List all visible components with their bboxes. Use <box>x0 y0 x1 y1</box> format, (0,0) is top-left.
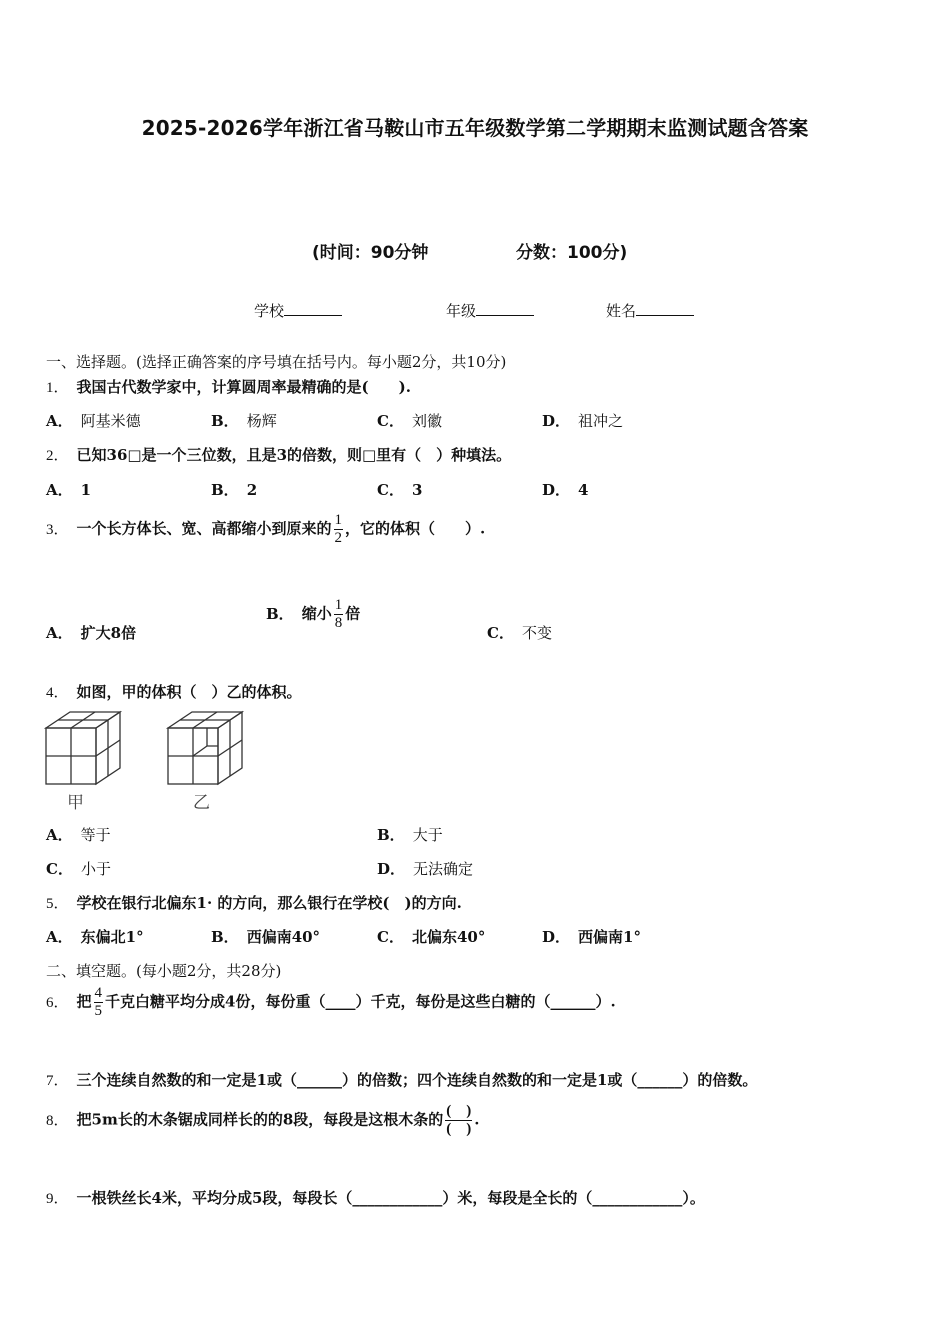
section2-heading: 二、填空题。(每小题2分，共28分) <box>46 962 282 980</box>
q3-option-c[interactable]: C． 不变 <box>487 624 552 642</box>
section1-heading: 一、选择题。(选择正确答案的序号填在括号内。每小题2分，共10分) <box>46 353 507 371</box>
name-label: 姓名 <box>606 302 637 320</box>
question-6: 6． 把 $\frac{4}{5}$ 千克白糖平均分成4份，每份重（____）千克，每份是这些白糖的（______）. <box>46 985 616 1019</box>
exam-time: (时间：90分钟 <box>312 243 429 263</box>
question-9: 9． 一根铁丝长4米，平均分成5段，每段长（____________）米，每段是全长的（____________）。 <box>46 1189 705 1207</box>
school-blank[interactable] <box>284 301 342 316</box>
q2-option-d[interactable]: D． 4 <box>542 481 589 499</box>
q2-option-b[interactable]: B． 2 <box>211 481 258 499</box>
q1-option-b[interactable]: B． 杨辉 <box>211 412 277 430</box>
grade-field[interactable] <box>446 300 534 321</box>
q1-option-c[interactable]: C． 刘徽 <box>377 412 442 430</box>
grade-label: 年级 <box>446 302 477 320</box>
school-field[interactable] <box>254 300 342 321</box>
question-8: 8． 把5m长的木条锯成同样长的的8段，每段是这根木条的 $\frac{( )}{( )}$ . <box>46 1103 480 1137</box>
q1-option-a[interactable]: A． 阿基米德 <box>46 412 141 430</box>
q2-option-a[interactable]: A． 1 <box>46 481 92 499</box>
q5-option-b[interactable]: B． 西偏南40° <box>211 928 321 946</box>
name-field[interactable] <box>606 300 694 321</box>
figure-label-yi: 乙 <box>193 793 210 813</box>
fraction-four-fifths: $\frac{4}{5}$ <box>94 985 103 1019</box>
fraction-one-eighth: $\frac{1}{8}$ <box>334 597 343 631</box>
name-blank[interactable] <box>636 301 694 316</box>
q2-option-c[interactable]: C． 3 <box>377 481 423 499</box>
q1-option-d[interactable]: D． 祖冲之 <box>542 412 624 430</box>
question-3: 3． 一个长方体长、宽、高都缩小到原来的 $\frac{1}{2}$ ，它的体积（ ）. <box>46 512 486 546</box>
question-4: 4． 如图，甲的体积（ ）乙的体积。 <box>46 683 302 701</box>
exam-score: 分数：100分) <box>516 243 628 263</box>
question-7: 7． 三个连续自然数的和一定是1或（______）的倍数；四个连续自然数的和一定是1或（______）的倍数。 <box>46 1071 758 1089</box>
q5-option-d[interactable]: D． 西偏南1° <box>542 928 641 946</box>
q4-option-c[interactable]: C． 小于 <box>46 860 111 878</box>
document-title: 2025-2026学年浙江省马鞍山市五年级数学第二学期期末监测试题含答案 <box>141 116 809 140</box>
question-number: 1． <box>46 380 69 396</box>
question-5: 5． 学校在银行北偏东1· 的方向，那么银行在学校( )的方向. <box>46 894 462 912</box>
figure-label-jia: 甲 <box>67 793 84 813</box>
q5-option-c[interactable]: C． 北偏东40° <box>377 928 486 946</box>
q5-option-a[interactable]: A． 东偏北1° <box>46 928 144 946</box>
q3-option-a[interactable]: A． 扩大8倍 <box>46 624 137 642</box>
q4-option-d[interactable]: D． 无法确定 <box>377 860 474 878</box>
fraction-blank[interactable]: $\frac{( )}{( )}$ <box>446 1103 472 1137</box>
q3-option-b[interactable]: B． 缩小 $\frac{1}{8}$ 倍 <box>266 597 361 631</box>
question-2: 2． 已知36□是一个三位数，且是3的倍数，则□里有（ ）种填法。 <box>46 446 512 464</box>
school-label: 学校 <box>254 302 285 320</box>
question-1 <box>46 376 411 397</box>
grade-blank[interactable] <box>476 301 534 316</box>
question-text: 我国古代数学家中，计算圆周率最精确的是( ). <box>76 378 411 396</box>
fraction-one-half: $\frac{1}{2}$ <box>334 512 343 546</box>
q4-option-b[interactable]: B． 大于 <box>377 826 443 844</box>
q4-option-a[interactable]: A． 等于 <box>46 826 111 844</box>
